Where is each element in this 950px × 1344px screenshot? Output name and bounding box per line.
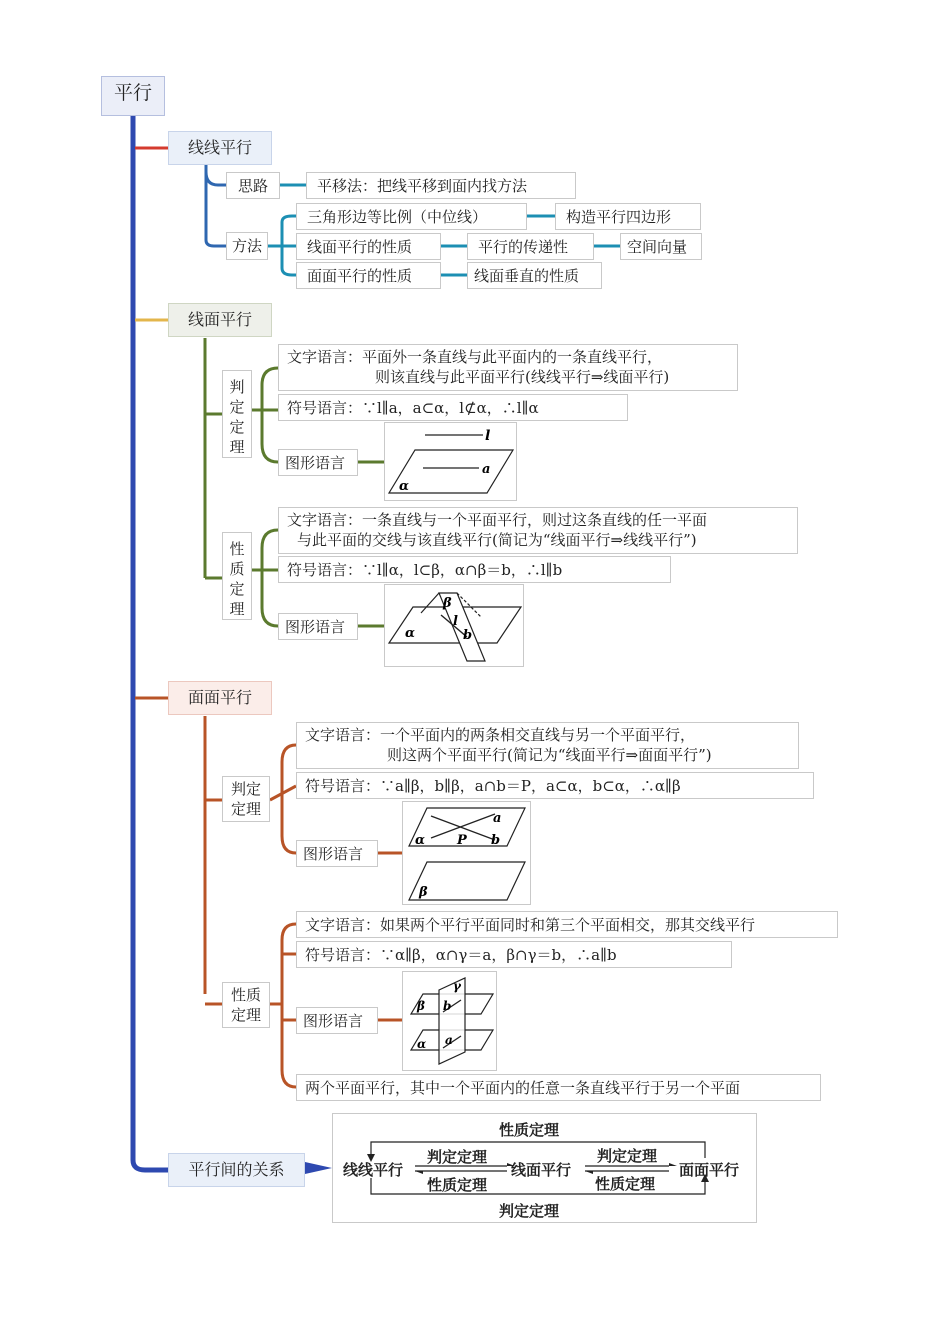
sec3-xz-label[interactable]: 性质 定理 <box>222 982 270 1028</box>
sec4-title[interactable]: 平行间的关系 <box>168 1153 305 1187</box>
sec3-xz-fig-label[interactable]: 图形语言 <box>296 1007 378 1034</box>
fig2-b: b <box>463 628 473 643</box>
fig2-beta: β <box>443 596 452 611</box>
sec1-silu-text[interactable]: 平移法：把线平移到面内找方法 <box>306 172 576 199</box>
sec2-pd-text[interactable]: 文字语言：平面外一条直线与此平面内的一条直线平行， 则该直线与此平面平行(线线平行⇒线面平行) <box>278 344 738 391</box>
sec1-m1[interactable]: 三角形边等比例（中位线） <box>296 203 527 230</box>
fig4-b: b <box>443 999 452 1013</box>
fig1-alpha: α <box>399 479 410 494</box>
sec3-title[interactable]: 面面平行 <box>168 681 272 715</box>
fig2-l: l <box>453 614 458 629</box>
rel-node-xianxian: 线线平行 <box>343 1161 404 1179</box>
rel-arrow2-bot: 性质定理 <box>595 1175 656 1193</box>
sec3-xz-sym[interactable]: 符号语言：∵α∥β，α∩γ＝a，β∩γ＝b，∴a∥b <box>296 941 732 968</box>
root-node[interactable]: 平行 <box>101 76 165 116</box>
fig2-alpha: α <box>405 626 416 641</box>
sec1-fangfa[interactable]: 方法 <box>226 232 268 260</box>
fig1-a: a <box>482 462 491 477</box>
sec2-pd-sym[interactable]: 符号语言：∵l∥a，a⊂α，l⊄α，∴l∥α <box>278 394 628 421</box>
fig4-alpha: α <box>417 1037 427 1051</box>
sec2-pd-fig-label[interactable]: 图形语言 <box>278 449 358 476</box>
rel-arrow1-bot: 性质定理 <box>427 1176 488 1194</box>
rel-arrow1-top: 判定定理 <box>427 1148 488 1166</box>
fig1-l: l <box>485 428 491 444</box>
fig4-gamma: γ <box>453 979 461 993</box>
sec3-pd-fig-label[interactable]: 图形语言 <box>296 840 378 867</box>
rel-top-label: 性质定理 <box>499 1121 560 1139</box>
sec3-fig4 <box>402 971 497 1071</box>
sec1-m2[interactable]: 线面平行的性质 <box>296 233 441 260</box>
fig3-b: b <box>491 833 501 848</box>
sec1-m1b[interactable]: 构造平行四边形 <box>555 203 701 230</box>
sec2-xz-text[interactable]: 文字语言：一条直线与一个平面平行，则过这条直线的任一平面 与此平面的交线与该直线平行(简记为“线面平行⇒线线平行”) <box>278 507 798 554</box>
sec3-pd-label[interactable]: 判定 定理 <box>222 776 270 822</box>
sec1-silu[interactable]: 思路 <box>226 172 280 199</box>
sec3-pd-sym[interactable]: 符号语言：∵a∥β，b∥β，a∩b＝P，a⊂α，b⊂α，∴α∥β <box>296 772 814 799</box>
sec2-title[interactable]: 线面平行 <box>168 303 272 337</box>
sec2-fig1 <box>384 422 517 501</box>
sec1-m2c[interactable]: 空间向量 <box>620 233 702 260</box>
sec1-m3[interactable]: 面面平行的性质 <box>296 262 441 289</box>
rel-node-mianmian: 面面平行 <box>679 1161 740 1179</box>
sec1-m3b[interactable]: 线面垂直的性质 <box>467 262 602 289</box>
sec2-xz-sym[interactable]: 符号语言：∵l∥α，l⊂β，α∩β＝b，∴l∥b <box>278 556 671 583</box>
sec3-xz-extra[interactable]: 两个平面平行，其中一个平面内的任意一条直线平行于另一个平面 <box>296 1074 821 1101</box>
sec3-fig3 <box>402 801 531 905</box>
fig4-beta: β <box>417 999 425 1013</box>
sec1-title[interactable]: 线线平行 <box>168 131 272 165</box>
fig3-alpha: α <box>415 833 426 848</box>
rel-bottom-label: 判定定理 <box>499 1202 560 1220</box>
sec2-fig2 <box>384 584 524 667</box>
relation-diagram <box>332 1113 757 1223</box>
fig3-P: P <box>457 833 467 848</box>
fig3-a: a <box>493 811 502 826</box>
sec2-xz-label[interactable]: 性 质 定 理 <box>222 532 252 620</box>
sec2-pd-label[interactable]: 判 定 定 理 <box>222 370 252 458</box>
sec2-xz-fig-label[interactable]: 图形语言 <box>278 613 358 640</box>
sec3-xz-text[interactable]: 文字语言：如果两个平行平面同时和第三个平面相交，那其交线平行 <box>296 911 838 938</box>
fig3-beta: β <box>419 885 428 900</box>
sec3-pd-text[interactable]: 文字语言：一个平面内的两条相交直线与另一个平面平行， 则这两个平面平行(简记为“线面平行⇒面面平行”) <box>296 722 799 769</box>
rel-node-xianmian: 线面平行 <box>511 1161 572 1179</box>
sec1-m2b[interactable]: 平行的传递性 <box>467 233 594 260</box>
rel-arrow2-top: 判定定理 <box>597 1147 658 1165</box>
fig4-a: a <box>445 1033 453 1047</box>
